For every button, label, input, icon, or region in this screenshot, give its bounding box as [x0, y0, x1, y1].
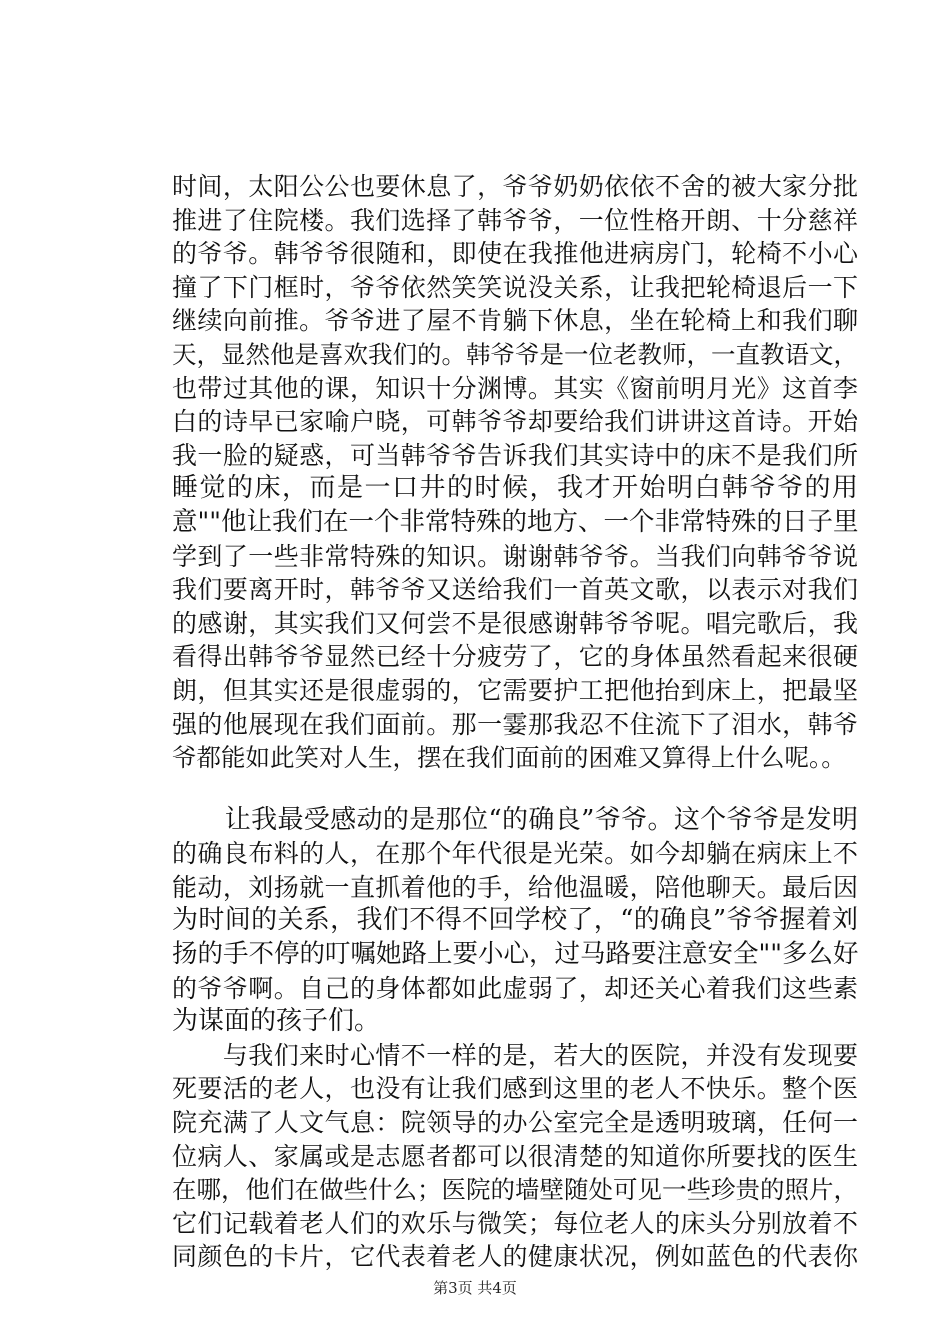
- paragraph-1: [172, 170, 858, 775]
- text-line: 强的他展现在我们面前。那一霎那我忍不住流下了泪水，韩爷: [172, 709, 858, 739]
- text-line: 时间，太阳公公也要休息了，爷爷奶奶依依不舍的被大家分批: [172, 172, 858, 201]
- paragraph-2: [172, 804, 858, 1039]
- paragraph-3: [172, 1039, 858, 1274]
- text-line: 位病人、家属或是志愿者都可以很清楚的知道你所要找的医生: [172, 1141, 858, 1171]
- text-line: 扬的手不停的叮嘱她路上要小心，过马路要注意安全""多么好: [172, 939, 859, 970]
- text-line: 朗，但其实还是很虚弱的，它需要护工把他抬到床上，把最坚: [172, 675, 858, 705]
- text-line: 的爷爷啊。自己的身体都如此虚弱了，却还关心着我们这些素: [172, 973, 858, 1003]
- text-line: 我一脸的疑惑，可当韩爷爷告诉我们其实诗中的床不是我们所: [172, 440, 858, 470]
- text-line: 院充满了人文气息：院领导的办公室完全是透明玻璃，任何一: [172, 1108, 858, 1138]
- paragraph-gap: [172, 775, 858, 804]
- text-line: 也带过其他的课，知识十分渊博。其实《窗前明月光》这首李: [172, 373, 858, 403]
- text-line: 我们要离开时，韩爷爷又送给我们一首英文歌，以表示对我们: [172, 575, 858, 605]
- text-line: 能动，刘扬就一直抓着他的手，给他温暖，陪他聊天。最后因: [172, 872, 858, 902]
- text-line: 白的诗早已家喻户晓，可韩爷爷却要给我们讲讲这首诗。开始: [172, 407, 858, 437]
- text-line: 死要活的老人，也没有让我们感到这里的老人不快乐。整个医: [172, 1074, 858, 1104]
- text-line: 让我最受感动的是那位“的确良”爷爷。这个爷爷是发明: [172, 804, 858, 835]
- text-line: 睡觉的床，而是一口井的时候，我才开始明白韩爷爷的用: [172, 473, 858, 504]
- text-line: 的感谢，其实我们又何尝不是很感谢韩爷爷呢。唱完歌后，我: [172, 608, 858, 638]
- text-line: 在哪，他们在做些什么；医院的墙壁随处可见一些珍贵的照片，: [172, 1175, 858, 1205]
- text-line: 推进了住院楼。我们选择了韩爷爷，一位性格开朗、十分慈祥: [172, 205, 858, 235]
- text-line: 爷都能如此笑对人生，摆在我们面前的困难又算得上什么呢。。: [172, 743, 846, 773]
- text-line: 意""他让我们在一个非常特殊的地方、一个非常特殊的日子里: [172, 506, 859, 537]
- text-line: 为谋面的孩子们。: [172, 1006, 381, 1037]
- page-number-footer: 第3页 共4页: [433, 1279, 517, 1297]
- text-line: 为时间的关系，我们不得不回学校了，“的确良”爷爷握着刘: [172, 905, 858, 936]
- text-line: 它们记载着老人们的欢乐与微笑；每位老人的床头分别放着不: [172, 1208, 858, 1238]
- text-line: 与我们来时心情不一样的是，若大的医院，并没有发现要: [172, 1040, 858, 1070]
- text-line: 撞了下门框时，爷爷依然笑笑说没关系，让我把轮椅退后一下: [172, 272, 858, 302]
- text-line: 继续向前推。爷爷进了屋不肯躺下休息，坐在轮椅上和我们聊: [172, 306, 858, 336]
- text-line: 学到了一些非常特殊的知识。谢谢韩爷爷。当我们向韩爷爷说: [172, 541, 858, 571]
- document-body: [172, 170, 858, 1274]
- text-line: 的爷爷。韩爷爷很随和，即使在我推他进病房门，轮椅不小心: [172, 239, 858, 269]
- text-line: 同颜色的卡片，它代表着老人的健康状况，例如蓝色的代表你: [172, 1242, 858, 1272]
- text-line: 的确良布料的人，在那个年代很是光荣。如今却躺在病床上不: [172, 839, 858, 869]
- text-line: 天，显然他是喜欢我们的。韩爷爷是一位老教师，一直教语文，: [172, 339, 858, 369]
- text-line: 看得出韩爷爷显然已经十分疲劳了，它的身体虽然看起来很硬: [172, 642, 858, 672]
